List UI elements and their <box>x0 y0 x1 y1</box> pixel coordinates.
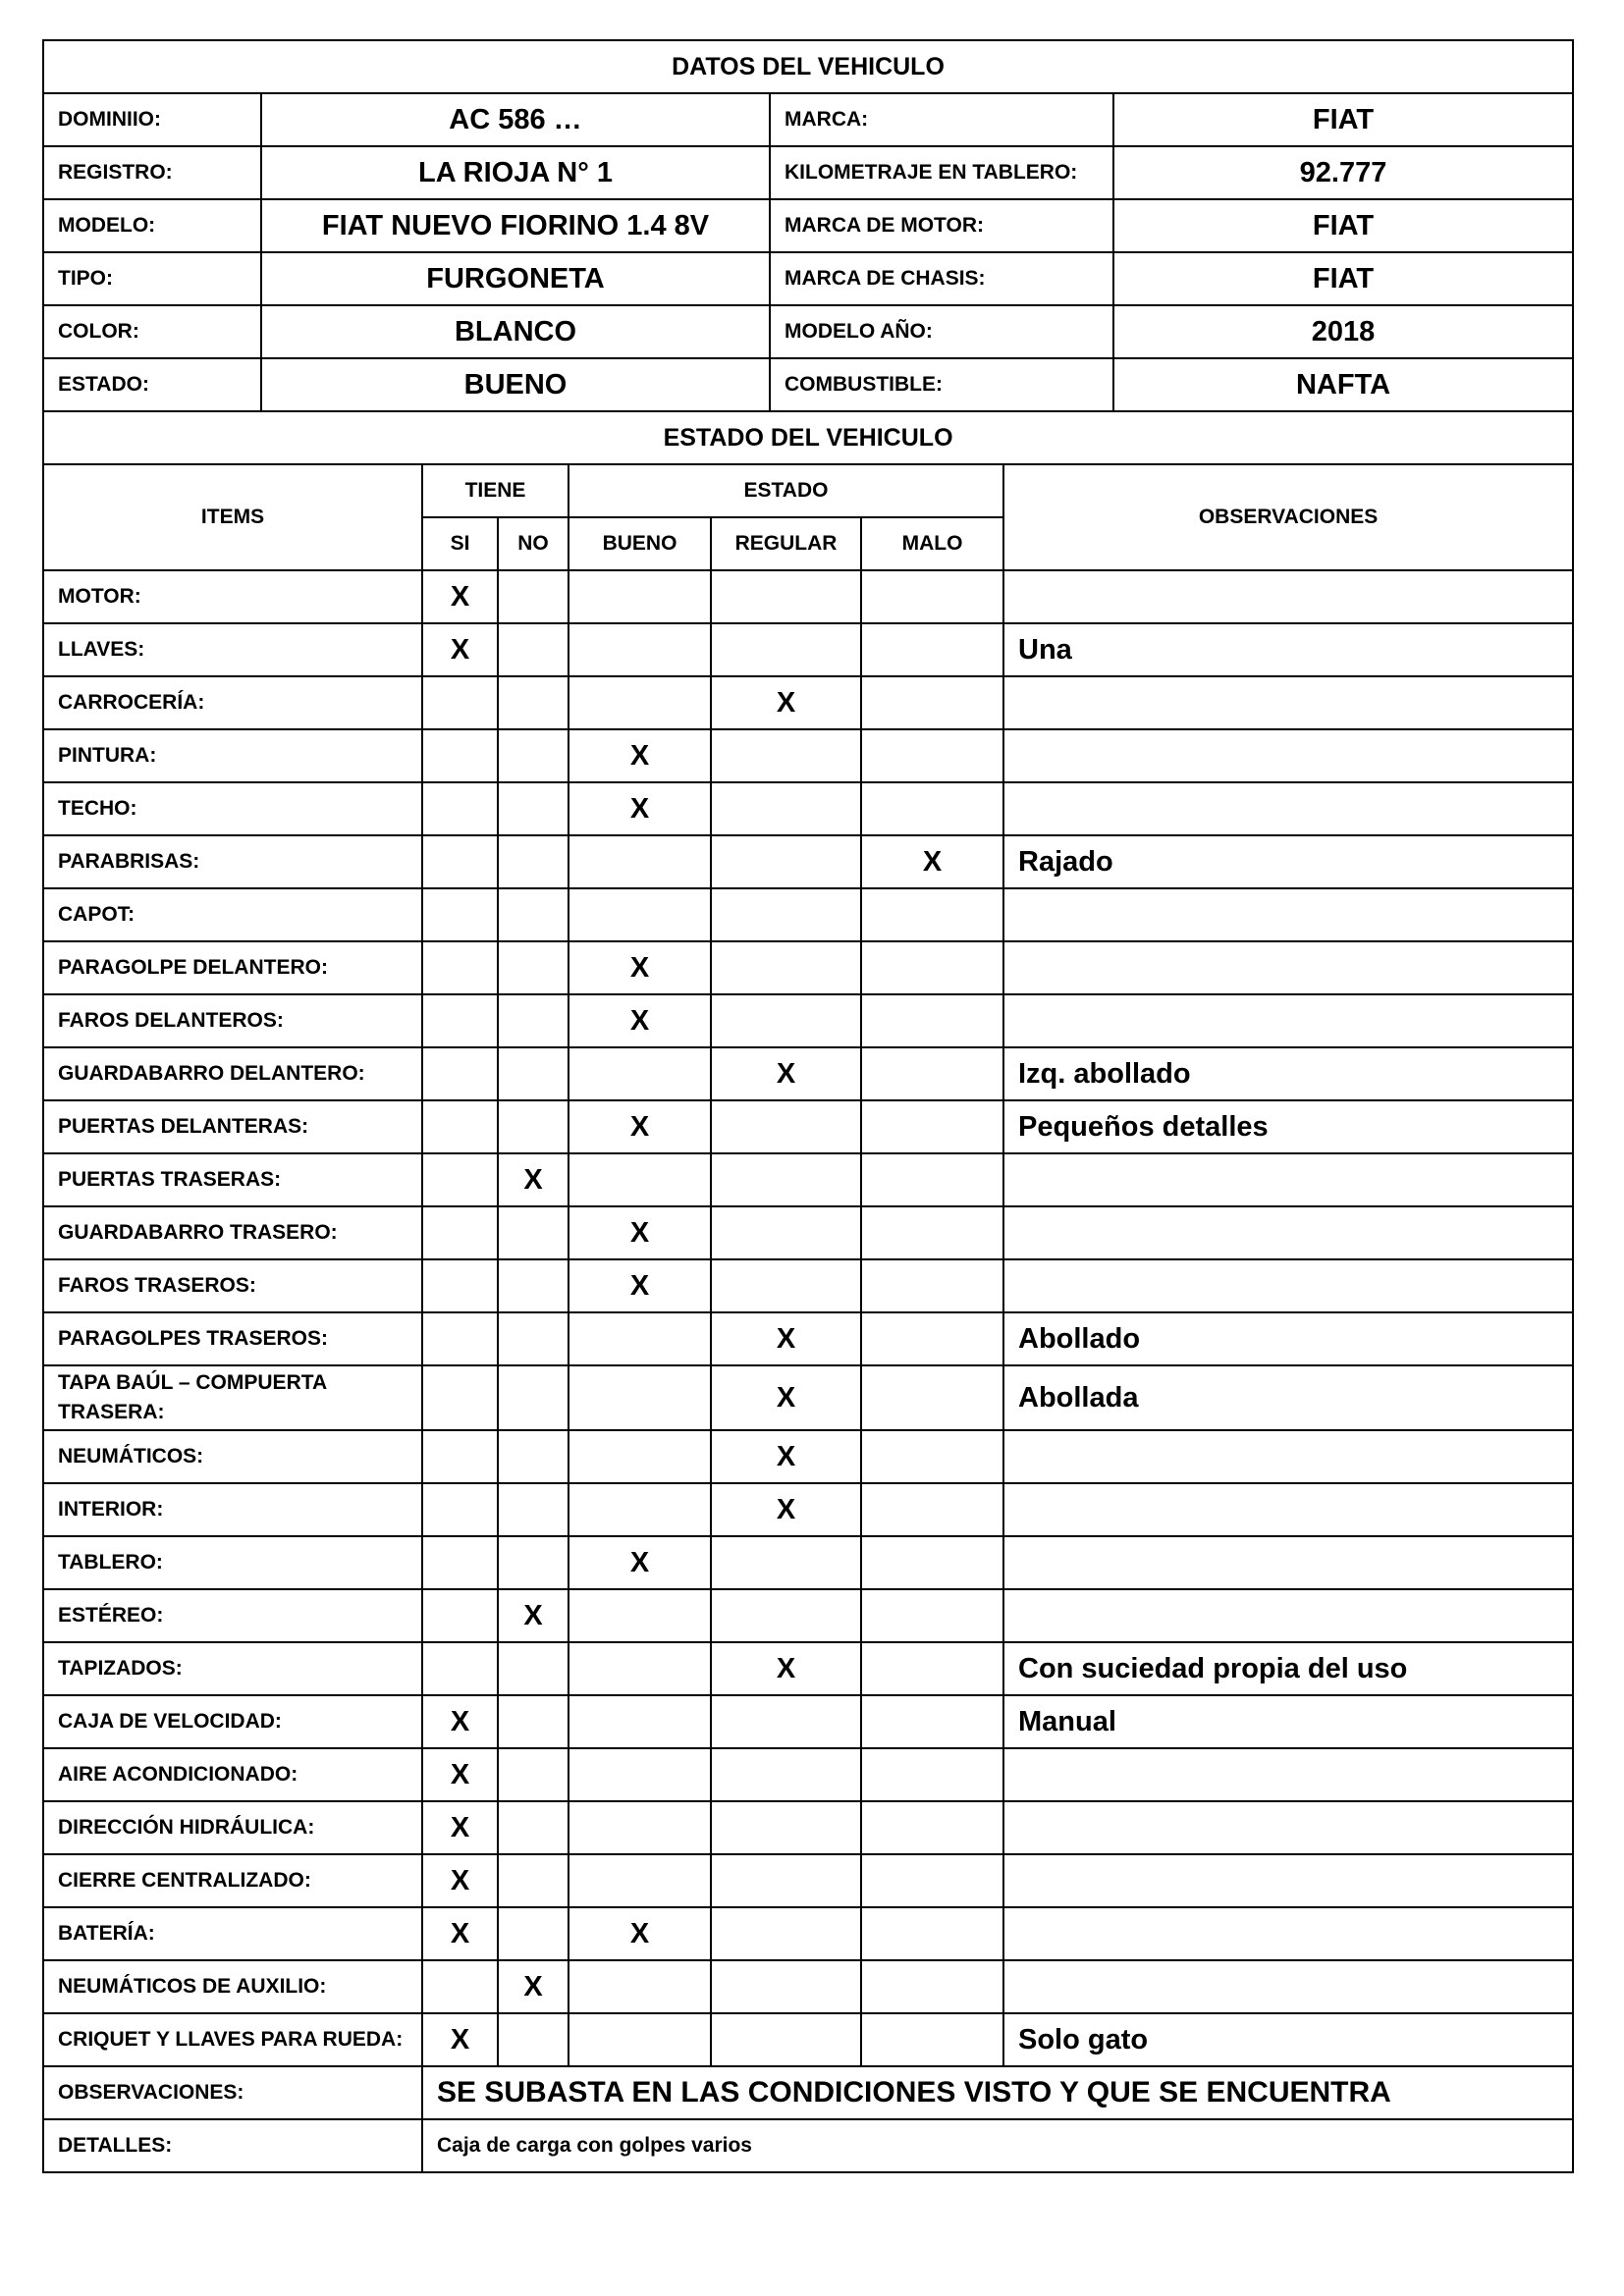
mark-no: X <box>498 1153 568 1206</box>
observation-cell <box>1003 782 1573 835</box>
mark-no <box>498 1748 568 1801</box>
mark-regular <box>711 1259 861 1312</box>
mark-malo <box>861 1153 1003 1206</box>
mark-si: X <box>422 1854 498 1907</box>
observaciones-text: SE SUBASTA EN LAS CONDICIONES VISTO Y QUE SE ENCUENTRA <box>422 2066 1573 2119</box>
mark-bueno <box>568 1801 711 1854</box>
item-label: CARROCERÍA: <box>43 676 422 729</box>
vehicle-state-title: ESTADO DEL VEHICULO <box>43 411 1573 464</box>
table-row <box>43 835 1573 888</box>
item-label: CRIQUET Y LLAVES PARA RUEDA: <box>43 2013 422 2066</box>
mark-bueno: X <box>568 1206 711 1259</box>
field-label: KILOMETRAJE EN TABLERO: <box>770 146 1113 199</box>
mark-bueno <box>568 1312 711 1365</box>
mark-si <box>422 1259 498 1312</box>
mark-malo <box>861 1312 1003 1365</box>
mark-malo <box>861 1430 1003 1483</box>
mark-bueno: X <box>568 1536 711 1589</box>
field-value: NAFTA <box>1113 358 1573 411</box>
mark-bueno: X <box>568 729 711 782</box>
field-value: FIAT <box>1113 252 1573 305</box>
mark-malo <box>861 1536 1003 1589</box>
field-value: FIAT <box>1113 93 1573 146</box>
mark-si: X <box>422 1695 498 1748</box>
observation-cell <box>1003 1960 1573 2013</box>
mark-no <box>498 941 568 994</box>
mark-si <box>422 1153 498 1206</box>
mark-regular: X <box>711 1430 861 1483</box>
mark-malo <box>861 1206 1003 1259</box>
table-row <box>43 729 1573 782</box>
item-label: PUERTAS DELANTERAS: <box>43 1100 422 1153</box>
mark-no <box>498 1907 568 1960</box>
mark-no <box>498 1801 568 1854</box>
mark-malo <box>861 1100 1003 1153</box>
mark-regular: X <box>711 1312 861 1365</box>
table-row <box>43 1483 1573 1536</box>
mark-si: X <box>422 570 498 623</box>
detalles-row <box>43 2119 1573 2172</box>
table-row <box>43 2013 1573 2066</box>
mark-no <box>498 1206 568 1259</box>
item-label: NEUMÁTICOS DE AUXILIO: <box>43 1960 422 2013</box>
mark-si <box>422 1536 498 1589</box>
field-label: ESTADO: <box>43 358 261 411</box>
observation-cell <box>1003 570 1573 623</box>
mark-regular <box>711 1748 861 1801</box>
field-value: FURGONETA <box>261 252 770 305</box>
mark-regular <box>711 835 861 888</box>
observation-cell <box>1003 1483 1573 1536</box>
mark-regular <box>711 1589 861 1642</box>
item-label: FAROS DELANTEROS: <box>43 994 422 1047</box>
mark-bueno <box>568 1960 711 2013</box>
item-label: PARAGOLPE DELANTERO: <box>43 941 422 994</box>
mark-regular: X <box>711 1642 861 1695</box>
mark-si <box>422 1483 498 1536</box>
table-row <box>43 941 1573 994</box>
mark-no <box>498 1483 568 1536</box>
field-value: LA RIOJA N° 1 <box>261 146 770 199</box>
mark-regular <box>711 782 861 835</box>
item-label: MOTOR: <box>43 570 422 623</box>
field-label: DOMINIIO: <box>43 93 261 146</box>
item-label: PINTURA: <box>43 729 422 782</box>
mark-no <box>498 729 568 782</box>
mark-bueno: X <box>568 1100 711 1153</box>
field-value: FIAT NUEVO FIORINO 1.4 8V <box>261 199 770 252</box>
mark-si <box>422 1430 498 1483</box>
mark-malo <box>861 676 1003 729</box>
table-row <box>43 782 1573 835</box>
observation-cell: Manual <box>1003 1695 1573 1748</box>
mark-malo <box>861 1960 1003 2013</box>
table-row <box>43 1259 1573 1312</box>
observation-cell: Solo gato <box>1003 2013 1573 2066</box>
table-row <box>43 1100 1573 1153</box>
mark-no <box>498 2013 568 2066</box>
mark-regular <box>711 1695 861 1748</box>
inspection-sheet <box>42 39 1572 2173</box>
vehicle-data-row <box>43 305 1573 358</box>
mark-bueno <box>568 1430 711 1483</box>
mark-no <box>498 570 568 623</box>
mark-regular: X <box>711 1483 861 1536</box>
table-row <box>43 1960 1573 2013</box>
observation-cell: Una <box>1003 623 1573 676</box>
detalles-label: DETALLES: <box>43 2119 422 2172</box>
item-label: ESTÉREO: <box>43 1589 422 1642</box>
observation-cell <box>1003 1801 1573 1854</box>
mark-bueno <box>568 1483 711 1536</box>
mark-regular <box>711 1907 861 1960</box>
table-row <box>43 1907 1573 1960</box>
mark-si <box>422 888 498 941</box>
field-label: MARCA DE CHASIS: <box>770 252 1113 305</box>
mark-malo <box>861 1801 1003 1854</box>
mark-bueno <box>568 1153 711 1206</box>
mark-regular: X <box>711 676 861 729</box>
table-row <box>43 1206 1573 1259</box>
field-label: MARCA DE MOTOR: <box>770 199 1113 252</box>
observaciones-row <box>43 2066 1573 2119</box>
mark-no <box>498 1430 568 1483</box>
mark-si: X <box>422 1801 498 1854</box>
table-row <box>43 1312 1573 1365</box>
table-row <box>43 994 1573 1047</box>
mark-no <box>498 1100 568 1153</box>
observation-cell: Izq. abollado <box>1003 1047 1573 1100</box>
mark-regular <box>711 1854 861 1907</box>
observation-cell <box>1003 1854 1573 1907</box>
mark-malo <box>861 2013 1003 2066</box>
mark-si <box>422 729 498 782</box>
item-label: BATERÍA: <box>43 1907 422 1960</box>
mark-bueno <box>568 2013 711 2066</box>
observaciones-label: OBSERVACIONES: <box>43 2066 422 2119</box>
mark-si <box>422 782 498 835</box>
table-row <box>43 1536 1573 1589</box>
item-label: DIRECCIÓN HIDRÁULICA: <box>43 1801 422 1854</box>
field-label: MODELO: <box>43 199 261 252</box>
header-estado: ESTADO <box>568 464 1003 517</box>
table-row <box>43 1801 1573 1854</box>
item-label: TECHO: <box>43 782 422 835</box>
mark-malo <box>861 623 1003 676</box>
observation-cell <box>1003 1536 1573 1589</box>
mark-malo: X <box>861 835 1003 888</box>
table-row <box>43 1047 1573 1100</box>
mark-si: X <box>422 2013 498 2066</box>
observation-cell <box>1003 994 1573 1047</box>
item-label: NEUMÁTICOS: <box>43 1430 422 1483</box>
mark-bueno <box>568 623 711 676</box>
field-label: REGISTRO: <box>43 146 261 199</box>
mark-no <box>498 1695 568 1748</box>
mark-malo <box>861 1748 1003 1801</box>
header-bueno: BUENO <box>568 517 711 570</box>
field-value: BUENO <box>261 358 770 411</box>
mark-regular <box>711 1960 861 2013</box>
mark-regular <box>711 623 861 676</box>
mark-no <box>498 1259 568 1312</box>
mark-si <box>422 1206 498 1259</box>
mark-no <box>498 782 568 835</box>
vehicle-data-table <box>42 39 1574 412</box>
mark-bueno <box>568 1695 711 1748</box>
observation-cell <box>1003 1589 1573 1642</box>
header-regular: REGULAR <box>711 517 861 570</box>
item-label: CIERRE CENTRALIZADO: <box>43 1854 422 1907</box>
mark-regular <box>711 1206 861 1259</box>
mark-malo <box>861 1907 1003 1960</box>
mark-no <box>498 676 568 729</box>
mark-no <box>498 994 568 1047</box>
mark-si <box>422 1365 498 1430</box>
item-label: TABLERO: <box>43 1536 422 1589</box>
mark-malo <box>861 1589 1003 1642</box>
mark-bueno <box>568 676 711 729</box>
item-label: PARAGOLPES TRASEROS: <box>43 1312 422 1365</box>
mark-si <box>422 835 498 888</box>
item-label: PUERTAS TRASERAS: <box>43 1153 422 1206</box>
mark-regular <box>711 1536 861 1589</box>
field-value: FIAT <box>1113 199 1573 252</box>
mark-no: X <box>498 1589 568 1642</box>
mark-regular <box>711 1153 861 1206</box>
observation-cell <box>1003 1907 1573 1960</box>
field-label: MODELO AÑO: <box>770 305 1113 358</box>
mark-bueno: X <box>568 782 711 835</box>
field-value: 2018 <box>1113 305 1573 358</box>
mark-bueno <box>568 1642 711 1695</box>
table-row <box>43 1153 1573 1206</box>
item-label: GUARDABARRO DELANTERO: <box>43 1047 422 1100</box>
mark-no <box>498 1365 568 1430</box>
observation-cell <box>1003 676 1573 729</box>
item-label: TAPA BAÚL – COMPUERTA TRASERA: <box>43 1365 422 1430</box>
vehicle-data-row <box>43 199 1573 252</box>
table-row <box>43 1854 1573 1907</box>
mark-bueno <box>568 888 711 941</box>
observation-cell <box>1003 1259 1573 1312</box>
mark-no: X <box>498 1960 568 2013</box>
mark-bueno <box>568 1748 711 1801</box>
table-row <box>43 1748 1573 1801</box>
mark-si: X <box>422 623 498 676</box>
mark-malo <box>861 888 1003 941</box>
observation-cell <box>1003 729 1573 782</box>
mark-malo <box>861 1365 1003 1430</box>
observation-cell: Con suciedad propia del uso <box>1003 1642 1573 1695</box>
mark-no <box>498 835 568 888</box>
mark-si <box>422 1100 498 1153</box>
mark-regular <box>711 888 861 941</box>
mark-bueno <box>568 835 711 888</box>
mark-regular <box>711 570 861 623</box>
mark-malo <box>861 729 1003 782</box>
table-row <box>43 1642 1573 1695</box>
mark-bueno: X <box>568 994 711 1047</box>
item-label: CAPOT: <box>43 888 422 941</box>
mark-malo <box>861 570 1003 623</box>
vehicle-data-row <box>43 146 1573 199</box>
observation-cell <box>1003 888 1573 941</box>
detalles-text: Caja de carga con golpes varios <box>422 2119 1573 2172</box>
mark-malo <box>861 941 1003 994</box>
mark-regular: X <box>711 1047 861 1100</box>
table-row <box>43 623 1573 676</box>
item-label: INTERIOR: <box>43 1483 422 1536</box>
mark-si <box>422 1642 498 1695</box>
observation-cell <box>1003 1430 1573 1483</box>
table-row <box>43 1365 1573 1430</box>
mark-bueno <box>568 1047 711 1100</box>
mark-regular <box>711 729 861 782</box>
mark-regular: X <box>711 1365 861 1430</box>
vehicle-data-row <box>43 93 1573 146</box>
header-observaciones: OBSERVACIONES <box>1003 464 1573 570</box>
vehicle-state-table <box>42 410 1574 2173</box>
observation-cell: Abollada <box>1003 1365 1573 1430</box>
mark-regular <box>711 1100 861 1153</box>
mark-no <box>498 1536 568 1589</box>
vehicle-data-row <box>43 358 1573 411</box>
observation-cell <box>1003 1748 1573 1801</box>
header-malo: MALO <box>861 517 1003 570</box>
mark-si: X <box>422 1748 498 1801</box>
item-label: TAPIZADOS: <box>43 1642 422 1695</box>
mark-si: X <box>422 1907 498 1960</box>
header-items: ITEMS <box>43 464 422 570</box>
mark-si <box>422 1960 498 2013</box>
field-label: COMBUSTIBLE: <box>770 358 1113 411</box>
item-label: GUARDABARRO TRASERO: <box>43 1206 422 1259</box>
mark-no <box>498 1047 568 1100</box>
mark-bueno: X <box>568 1259 711 1312</box>
mark-bueno <box>568 570 711 623</box>
mark-malo <box>861 1695 1003 1748</box>
mark-si <box>422 941 498 994</box>
mark-si <box>422 1589 498 1642</box>
header-si: SI <box>422 517 498 570</box>
field-label: MARCA: <box>770 93 1113 146</box>
mark-no <box>498 1312 568 1365</box>
item-label: AIRE ACONDICIONADO: <box>43 1748 422 1801</box>
mark-si <box>422 1312 498 1365</box>
item-label: PARABRISAS: <box>43 835 422 888</box>
item-label: FAROS TRASEROS: <box>43 1259 422 1312</box>
field-label: COLOR: <box>43 305 261 358</box>
mark-bueno <box>568 1365 711 1430</box>
observation-cell <box>1003 941 1573 994</box>
mark-bueno: X <box>568 1907 711 1960</box>
mark-bueno <box>568 1589 711 1642</box>
mark-regular <box>711 1801 861 1854</box>
table-row <box>43 570 1573 623</box>
mark-regular <box>711 2013 861 2066</box>
mark-regular <box>711 994 861 1047</box>
observation-cell: Rajado <box>1003 835 1573 888</box>
field-value: AC 586 … <box>261 93 770 146</box>
mark-si <box>422 994 498 1047</box>
table-row <box>43 1589 1573 1642</box>
field-label: TIPO: <box>43 252 261 305</box>
observation-cell: Pequeños detalles <box>1003 1100 1573 1153</box>
table-row <box>43 888 1573 941</box>
mark-no <box>498 623 568 676</box>
field-value: BLANCO <box>261 305 770 358</box>
table-row <box>43 1430 1573 1483</box>
mark-malo <box>861 1642 1003 1695</box>
item-label: CAJA DE VELOCIDAD: <box>43 1695 422 1748</box>
mark-si <box>422 676 498 729</box>
vehicle-data-title: DATOS DEL VEHICULO <box>43 40 1573 93</box>
mark-malo <box>861 1259 1003 1312</box>
table-row <box>43 1695 1573 1748</box>
table-row <box>43 676 1573 729</box>
mark-no <box>498 1854 568 1907</box>
header-tiene: TIENE <box>422 464 568 517</box>
mark-bueno: X <box>568 941 711 994</box>
header-no: NO <box>498 517 568 570</box>
mark-no <box>498 1642 568 1695</box>
mark-regular <box>711 941 861 994</box>
mark-malo <box>861 782 1003 835</box>
mark-si <box>422 1047 498 1100</box>
field-value: 92.777 <box>1113 146 1573 199</box>
item-label: LLAVES: <box>43 623 422 676</box>
mark-no <box>498 888 568 941</box>
mark-malo <box>861 1483 1003 1536</box>
vehicle-data-row <box>43 252 1573 305</box>
mark-malo <box>861 994 1003 1047</box>
mark-malo <box>861 1854 1003 1907</box>
mark-malo <box>861 1047 1003 1100</box>
mark-bueno <box>568 1854 711 1907</box>
observation-cell <box>1003 1153 1573 1206</box>
observation-cell: Abollado <box>1003 1312 1573 1365</box>
observation-cell <box>1003 1206 1573 1259</box>
